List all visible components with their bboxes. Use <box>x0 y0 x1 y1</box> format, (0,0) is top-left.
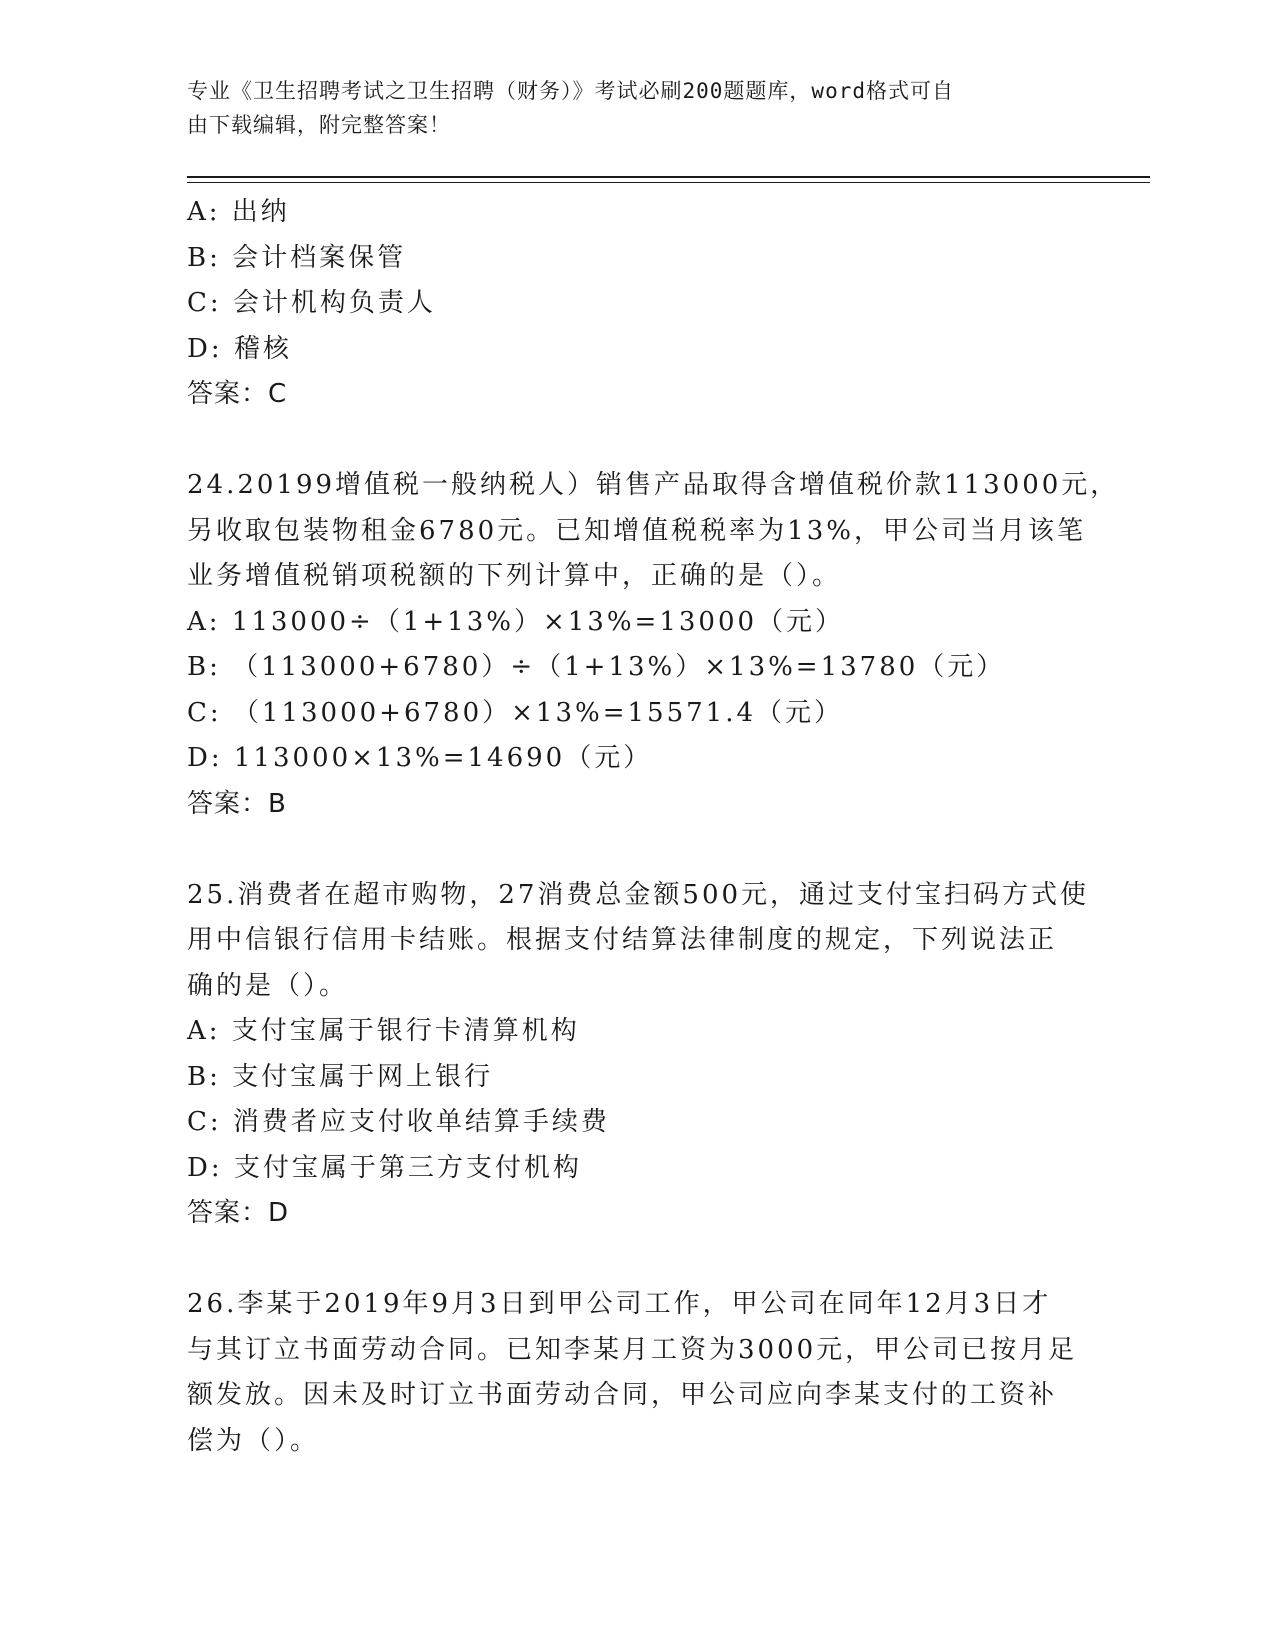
option-a: A: 出纳 <box>187 197 290 227</box>
question-text-line: 偿为（）。 <box>187 1425 320 1456</box>
option-d: D: 113000×13%=14690（元） <box>187 743 653 773</box>
question-text-line: 确的是（）。 <box>187 970 349 1001</box>
option-c: C: 消费者应支付收单结算手续费 <box>187 1107 610 1137</box>
question-text-line: 用中信银行信用卡结账。根据支付结算法律制度的规定，下列说法正 <box>187 925 1058 955</box>
header-line-1: 专业《卫生招聘考试之卫生招聘（财务）》考试必刷200题题库，word格式可自 <box>187 79 954 103</box>
header-line-2: 由下载编辑，附完整答案！ <box>187 113 451 137</box>
spacer <box>187 1237 1087 1283</box>
option-d: D: 稽核 <box>187 333 292 364</box>
question-text-line: 另收取包装物租金6780元。已知增值税税率为13%，甲公司当月该笔 <box>187 515 1086 546</box>
document-header <box>187 74 1067 142</box>
header-divider-thin <box>187 182 1150 183</box>
option-d: D: 支付宝属于第三方支付机构 <box>187 1152 582 1183</box>
question-24 <box>187 463 1120 827</box>
question-text-line: 与其订立书面劳动合同。已知李某月工资为3000元，甲公司已按月足 <box>187 1334 1078 1365</box>
option-b: B: 会计档案保管 <box>187 242 407 273</box>
question-content <box>187 190 1120 1464</box>
question-text-line: 业务增值税销项税额的下列计算中，正确的是（）。 <box>187 561 842 591</box>
option-c: C: （113000+6780）×13%=15571.4（元） <box>187 697 843 728</box>
option-a: A: 113000÷（1+13%）×13%=13000（元） <box>187 606 845 637</box>
answer-line: 答案：C <box>187 379 288 409</box>
spacer <box>187 418 1087 464</box>
question-23-continued <box>187 190 1087 418</box>
question-text-line: 24.20199增值税一般纳税人）销售产品取得含增值税价款113000元， <box>187 470 1120 500</box>
option-c: C: 会计机构负责人 <box>187 288 436 318</box>
question-text-line: 26.李某于2019年9月3日到甲公司工作，甲公司在同年12月3日才 <box>187 1289 1052 1319</box>
question-25 <box>187 873 1090 1237</box>
answer-line: 答案：B <box>187 788 287 819</box>
question-text-line: 额发放。因未及时订立书面劳动合同，甲公司应向李某支付的工资补 <box>187 1380 1058 1410</box>
question-26 <box>187 1282 1087 1464</box>
spacer <box>187 827 1087 873</box>
question-text-line: 25.消费者在超市购物，27消费总金额500元，通过支付宝扫码方式使 <box>187 879 1090 910</box>
option-a: A: 支付宝属于银行卡清算机构 <box>187 1016 580 1046</box>
option-b: B: （113000+6780）÷（1+13%）×13%=13780（元） <box>187 652 1006 682</box>
option-b: B: 支付宝属于网上银行 <box>187 1061 494 1092</box>
answer-line: 答案：D <box>187 1198 290 1228</box>
header-divider-thick <box>187 176 1150 178</box>
